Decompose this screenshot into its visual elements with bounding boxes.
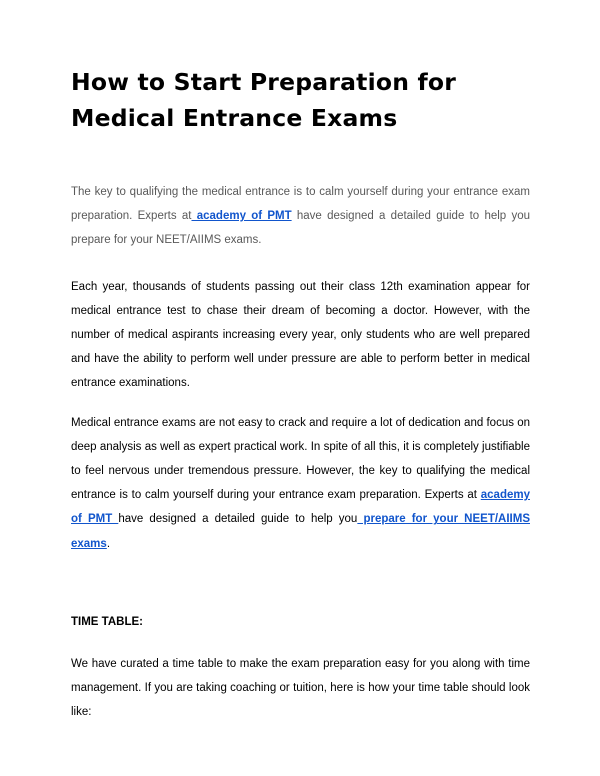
- prepare-neet-aiims-link[interactable]: prepare for your NEET/AIIMS exams: [71, 513, 530, 550]
- paragraph-1: Each year, thousands of students passing out their class 12th examination appear for medical entrance test to chase their dream of becoming a doctor. However, with the number of medical aspirants increasing every year, only students who are well prepared and have the ability to perform well under pressure are able to perform better in medical entrance examinations.: [71, 280, 530, 390]
- paragraph-2-text-2: have designed a detailed guide to help you: [118, 513, 358, 526]
- intro-text-2: have designed a detailed guide to help you prepare for your NEET/AIIMS exams.: [71, 210, 531, 247]
- intro-text-1: The key to qualifying the medical entrance is to calm yourself during your entrance exam preparation. Experts at: [71, 186, 530, 223]
- time-table-heading: TIME TABLE:: [71, 615, 143, 628]
- paragraph-2-text-3: .: [106, 537, 111, 550]
- intro-paragraph: [71, 180, 530, 253]
- paragraph-2-text-1: Medical entrance exams are not easy to crack and require a lot of dedication and focus on deep analysis as well as expert practical work. In spite of all this, it is completely justifiable to feel nervous under tremendous pressure. However, the key to qualifying the medical entrance is to calm yourself during your entrance exam preparation. Experts at: [71, 416, 530, 502]
- document-page: [71, 64, 530, 725]
- page-title: How to Start Preparation for Medical Entrance Exams: [71, 68, 457, 132]
- paragraph-2: [71, 411, 530, 556]
- time-table-paragraph: We have curated a time table to make the exam preparation easy for you along with time management. If you are taking coaching or tuition, here is how your time table should look like:: [71, 658, 530, 719]
- academy-of-pmt-link[interactable]: academy of PMT: [191, 210, 292, 223]
- academy-of-pmt-link-2[interactable]: academy of PMT: [71, 489, 530, 526]
